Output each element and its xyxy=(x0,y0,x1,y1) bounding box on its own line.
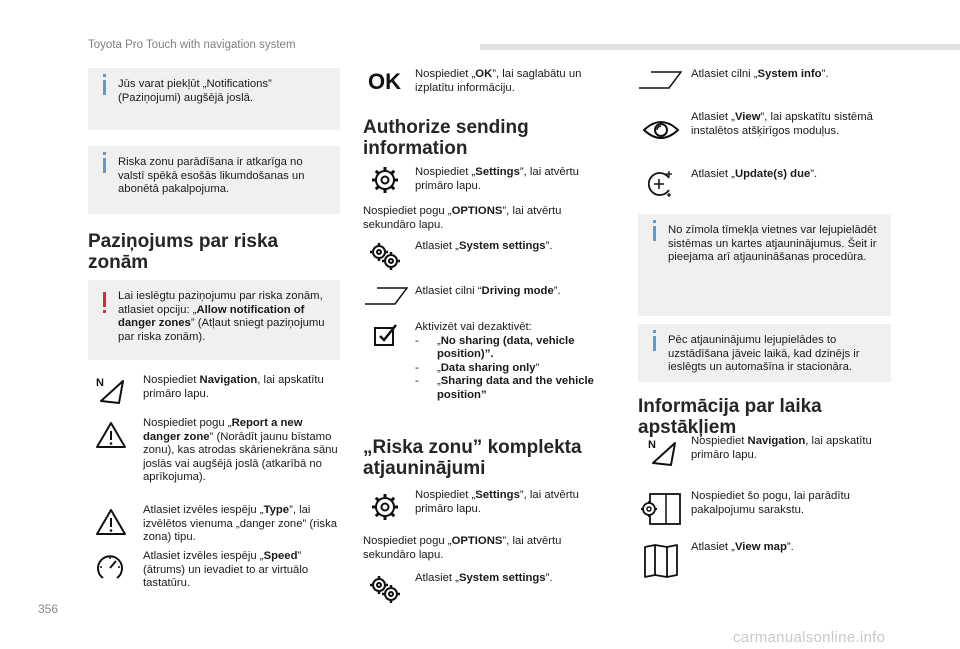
header-bar xyxy=(480,44,960,50)
step-system-settings: Atlasiet „System settings”. xyxy=(415,240,553,252)
warning-triangle-icon xyxy=(95,508,127,536)
watermark: carmanualsonline.info xyxy=(733,629,886,646)
system-settings-icon xyxy=(368,240,402,272)
navigation-icon xyxy=(647,437,681,471)
step-driving-mode: Atlasiet cilni “Driving mode”. xyxy=(415,285,561,297)
info-icon xyxy=(103,158,106,173)
section-heading-danger-zones: Paziņojums par riska zonām xyxy=(88,231,279,273)
warning-note: Lai ieslēgtu paziņojumu par riska zonām, atlasiet opciju: „Allow notification of danger zones” (Atļaut sniegt paziņojumu par riska zonām). xyxy=(88,280,340,360)
speedometer-icon xyxy=(95,552,125,582)
step-settings: Nospiediet „Settings”, lai atvērtu primāro lapu. xyxy=(415,166,579,192)
options-text-2: Nospiediet pogu „OPTIONS”, lai atvērtu sekundāro lapu. xyxy=(363,535,562,561)
map-icon xyxy=(643,543,679,579)
info-note xyxy=(638,324,891,382)
update-icon xyxy=(643,168,677,200)
step-report-danger-zone: Nospiediet pogu „Report a new danger zone” (Norādīt jaunu bīstamo zonu), kas atrodas skārienekrāna sānu joslās vai augšējā joslā (atkarībā no aprīkojuma). xyxy=(143,417,338,483)
info-note xyxy=(88,146,340,214)
settings-gear-icon xyxy=(370,492,400,522)
system-settings-icon xyxy=(368,573,402,605)
options-text: Nospiediet pogu „OPTIONS”, lai atvērtu sekundāro lapu. xyxy=(363,205,562,231)
checkbox-icon xyxy=(373,323,399,347)
step-navigation-weather: Nospiediet Navigation, lai apskatītu primāro lapu. xyxy=(691,435,872,461)
settings-gear-icon xyxy=(370,165,400,195)
step-type: Atlasiet izvēles iespēju „Type”, lai izvēlētos vienuma „danger zone” (riska zona) tipu. xyxy=(143,504,338,543)
info-icon xyxy=(653,336,656,351)
tab-icon xyxy=(364,286,408,306)
header-title: Toyota Pro Touch with navigation system xyxy=(88,39,296,51)
note-text: Riska zonu parādīšana ir atkarīga no valstī spēkā esošās likumdošanas un abonētā pakalpojuma. xyxy=(118,156,305,195)
services-list-icon xyxy=(640,492,682,526)
info-note xyxy=(638,214,891,316)
note-text: No zīmola tīmekļa vietnes var lejupielādēt sistēmas un kartes atjauninājumus. Šeit ir pieejama arī atjaunināšanas procedūra. xyxy=(668,224,877,263)
step-view-map: Atlasiet „View map”. xyxy=(691,541,794,553)
step-update: Atlasiet „Update(s) due”. xyxy=(691,168,818,180)
note-text: Pēc atjauninājumu lejupielādes to uzstādīšana jāveic laikā, kad dzinējs ir ieslēgts un automašīna ir stacionāra. xyxy=(668,334,860,373)
info-icon xyxy=(653,226,656,241)
step-system-settings-2: Atlasiet „System settings”. xyxy=(415,572,553,584)
ok-icon: OK xyxy=(368,69,401,94)
svg-text:N: N xyxy=(648,439,656,451)
info-icon xyxy=(103,80,106,95)
page-number: 356 xyxy=(38,602,59,616)
step-services-list: Nospiediet šo pogu, lai parādītu pakalpojumu sarakstu. xyxy=(691,490,850,516)
step-system-info: Atlasiet cilni „System info”. xyxy=(691,68,829,80)
step-view: Atlasiet „View”, lai apskatītu sistēmā instalētos atšķirīgos moduļus. xyxy=(691,111,873,137)
navigation-icon xyxy=(95,375,129,409)
section-heading-weather: Informācija par laika apstākļiem xyxy=(638,396,822,438)
warning-icon xyxy=(103,292,106,307)
step-speed: Atlasiet izvēles iespēju „Speed” (ātrums) un ievadiet to ar virtuālo tastatūru. xyxy=(143,550,309,589)
section-heading-authorize: Authorize sending information xyxy=(363,117,529,159)
svg-text:N: N xyxy=(96,377,104,389)
step-toggle-sharing: Aktivizēt vai dezaktivēt: - „No sharing (data, vehicle position)”. - „Data sharing only” - „Sharing data and the vehicle position” xyxy=(415,321,594,401)
section-heading-updates: „Riska zonu” komplekta atjauninājumi xyxy=(363,437,582,479)
note-text: Jūs varat piekļūt „Notifications” (Paziņojumi) augšējā joslā. xyxy=(118,78,272,104)
tab-icon xyxy=(638,70,682,90)
eye-icon xyxy=(642,117,680,143)
info-note xyxy=(88,68,340,130)
step-settings-2: Nospiediet „Settings”, lai atvērtu primāro lapu. xyxy=(415,489,579,515)
step-ok: Nospiediet „OK”, lai saglabātu un izplatītu informāciju. xyxy=(415,68,582,94)
step-navigation: Nospiediet Navigation, lai apskatītu primāro lapu. xyxy=(143,374,324,400)
warning-triangle-icon xyxy=(95,421,127,449)
